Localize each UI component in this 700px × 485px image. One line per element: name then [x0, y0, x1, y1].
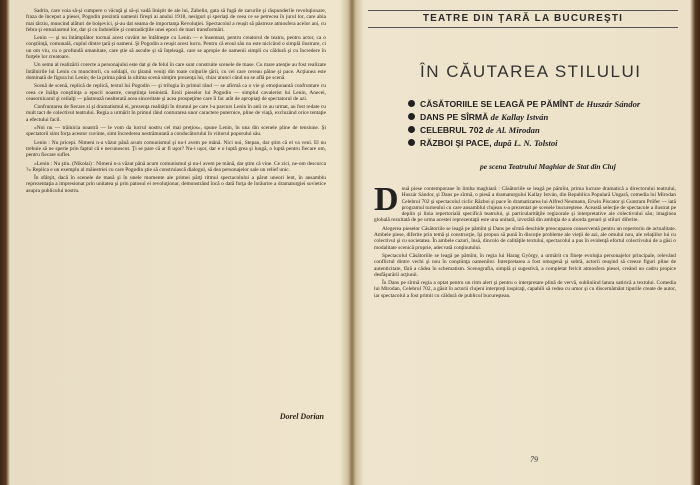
author-byline: Dorel Dorian — [279, 412, 324, 421]
play-item — [408, 111, 688, 124]
left-paragraph: Scenă de scenă, replică de replică, textul lui Pogodin — şi trilogia în primul rând — se afirmă ca o vie şi emoţionantă confruntare cu ceea ce înălţa conştiinţa a epocii noastre, conştiinţa leninistă. Eroii pieselor lui Pogodin — simplul cavalerist lui Lenin, Anecei, ceasornicarul şi ceilalţi — păstrează nealterată acea sinceritate şi acea prospeţime care îi fac atât de apropiaţi de spectatorul de azi. — [26, 83, 326, 102]
left-article-column — [26, 8, 326, 196]
theatre-subtitle: pe scena Teatrului Maghiar de Stat din Cluj — [480, 162, 616, 171]
play-author: Kallay István — [501, 112, 549, 122]
right-paragraph: Alegerea pieselor Căsătoriile se leagă pe pămînt şi Dans pe sîrmă deschide preocuparea consecventă pentru un repertoriu de actualitate. Ambele piese, diferite prin temă şi construcţie, îşi propun să pună în discuţie probleme ale vieţii de azi, ale omului nou, ale relaţiilor lui cu colectivul şi cu societatea. În ambele cazuri, însă, dincolo de calităţile textului, spectacolul a pus în evidenţă efortul colectivului de a găsi o modalitate scenică proprie, adecvată conţinutului. — [374, 225, 676, 251]
play-connector: după — [493, 138, 512, 148]
section-header — [368, 10, 678, 28]
play-connector: de — [490, 112, 499, 122]
section-header-text: TEATRE DIN ŢARĂ LA BUCUREŞTI — [422, 13, 624, 24]
left-paragraph: Sadrin, care voia să-şi cumpere o văcuţă şi să-şi vadă liniştit de ale lui, Zabelin, gata să fugă de zarurile şi răspunderile revoluţionare, fraza de început a piesei, Pogodin prezintă oamenii fireşti ai anului 1918, nesiguri şi speriaţi de ceea ce se petrecea în jurul lor, care abia mai târziu, muncind alături de bolşevici, şi-au dat seama de importanţa Revoluţiei. Spectacolul a reuşit să păstreze atmosfera acelor ani, cu febra şi entuziasmul lor, dar şi cu îndoielile şi contradicţiile unei epoci de mari transformări. — [26, 8, 326, 33]
play-connector: de — [575, 99, 585, 109]
left-paragraph: «Lenin : Nu ştiu. (Nikolai) : Nimeni n-a văzut până acum comunismul şi nu-l avem pe mână, dar ştim că vine. Ce zici, ne-om descurca ?» Replica e un exemplu al măiestriei cu care Pogodin ştie să construiască dialogul, să dea personajelor sale un relief unic. — [26, 160, 326, 173]
right-paragraph: În Dans pe sîrmă regia a optat pentru un ritm alert şi pentru o interpretare plină de vervă, subliniind latura satirică a textului. Comedia lui Mirodan, Celebrul 702, a găsit în actorii clujeni interpreţi inspiraţi, capabili să redea cu umor şi cu discernământ tipurile create de autor, iar spectacolul a fost primit cu căldură de publicul bucureştean. — [374, 280, 676, 299]
right-page — [360, 0, 692, 485]
play-name: DANS PE SÎRMĂ — [420, 112, 489, 122]
left-paragraph: «Noi nu — trăinicia noastră — le vom da lucrul nostru cel mai preţios», spune Lenin, în una din scenele pline de tensiune. Şi spectatorii simt forţa acestor cuvinte, simt încrederea nestrămutată a conducătorului în viitorul poporului său. — [26, 125, 326, 138]
play-author: Huszár Sándor — [586, 99, 641, 109]
bullet-icon — [408, 113, 415, 120]
play-connector: de — [485, 125, 494, 135]
play-name: RĂZBOI ŞI PACE, — [420, 138, 492, 148]
bullet-icon — [408, 100, 415, 107]
left-paragraph: Un semn al realizării corecte a personajului este dat şi de felul în care sunt construite scenele de mase. Cu mare atenţie au fost realizate întâlnirile lui Lenin cu muncitorii, cu soldaţii, cu ţăranii veniţi din toate colţurile ţării, cu cei care cereau pâine şi pace. Acţiunea este dominată de figura lui Lenin; de la prima până la ultima scenă simţim prezenţa lui, chiar atunci când nu se află pe scenă. — [26, 62, 326, 81]
play-item — [408, 98, 688, 111]
article-title: ÎN CĂUTAREA STILULUI — [420, 62, 642, 81]
right-paragraph — [374, 181, 676, 224]
left-paragraph: Confruntarea de fiecare zi şi dramatismul ei, prezenţa realităţii în drumul pe care l-a parcurs Lenin în anii ce au urmat, au fost redate cu mult tact de colectivul teatrului. Regia a urmărit în primul rând conturarea unor caractere puternice, pline de viaţă, excluzând orice tentaţie a efectului facil. — [26, 104, 326, 123]
page-number: 79 — [530, 455, 538, 464]
drop-cap: D — [374, 181, 399, 218]
play-item — [408, 124, 688, 137]
play-name: CĂSĂTORIILE SE LEAGĂ PE PĂMÎNT — [420, 99, 574, 109]
play-author: L. N. Tolstoi — [513, 138, 558, 148]
left-paragraph: Lenin : Nu pricepi. Nimeni n-a văzut până acum comunismul şi nu-l avem pe mână. Nici noi, Stepan, dar ştim că el va veni. El nu trebuie să ne sperie prin faptul că e necunoscut. Ţi se pare că ar fi uşor? Nu-i uşor, dar e o luptă grea şi lungă, o luptă pentru fiecare om, pentru fiecare suflet. — [26, 139, 326, 159]
play-list — [408, 98, 688, 150]
left-paragraph: Lenin — şi nu întâmplător tocmai acest cuvânt ne întâlneşte cu Lenin — e însemnat, pentru creatorul de teatru, pentru actor, ca o conştiinţă, comunală, cuplul dintre ţară şi oameni. Şi Pogodin a reuşit acest lucru. Pentru că eroul său nu este nicicând o simplă ilustrare, ci un om viu, cu o profundă umanitate, care ştie să asculte şi să înţeleagă, care se apropie de oamenii simpli cu căldură şi cu încredere în forţele lor creatoare. — [26, 35, 326, 61]
bullet-icon — [408, 139, 415, 146]
right-paragraph: Spectacolul Căsătoriile se leagă pe pămînt, în regia lui Harag György, a urmărit cu fineţe evoluţia personajelor principale, relevând conflictul dintre vechi şi nou în conştiinţa oamenilor. Interpretarea a fost omogenă şi sobră, actorii reuşind să creeze figuri pline de autenticitate, fără a cădea în schematism. Scenografia, simplă şi sugestivă, a completat fericit atmosfera piesei, creând un cadru propice desfăşurării acţiunii. — [374, 252, 676, 278]
right-paragraph-text: ouă piese contemporane în limba maghiară : Căsătoriile se leagă pe pămînt, prima lucrare dramatică a directorului teatrului, Huszár Sándor, şi Dans pe sîrmă, o piesă a dramaturgului Kallay István, din Republica Populară Ungară, comedia lui Mirodan Celebrul 702 şi spectacolul ciclic Război şi pace în dramatizarea lui Alfred Neumann, Erwin Piscator şi Guntram Prüfer — iată programul turneului cu care ansamblul clujean s-a prezentat pe scenele bucureştene. Această selecţie de spectacole a ilustrat pe deplin şi linia repertorială specifică teatrului, şi particularităţile regizorale şi interpretative ale colectivului său; imaginea globală rezultată de pe urma acestei reprezentaţii este una unitară, izvorâtă din ambiţia de a aborda genuri şi stiluri diferite. — [374, 186, 676, 224]
bullet-icon — [408, 126, 415, 133]
left-paragraph: În sfârşit, dacă în scenele de masă şi în unele momente ale primei părţi ritmul spectacolului a părut uneori lent, în ansamblu reprezentaţia a impresionat prin unitatea şi prin patosul ei revoluţionar, demonstrând încă o dată forţa de înrâurire a dramaturgiei sovietice asupra publicului nostru. — [26, 175, 326, 194]
play-author: Al. Mirodan — [496, 125, 540, 135]
play-name: CELEBRUL 702 — [420, 125, 484, 135]
left-page — [12, 0, 346, 485]
play-item — [408, 137, 688, 150]
right-article-column — [374, 181, 676, 301]
